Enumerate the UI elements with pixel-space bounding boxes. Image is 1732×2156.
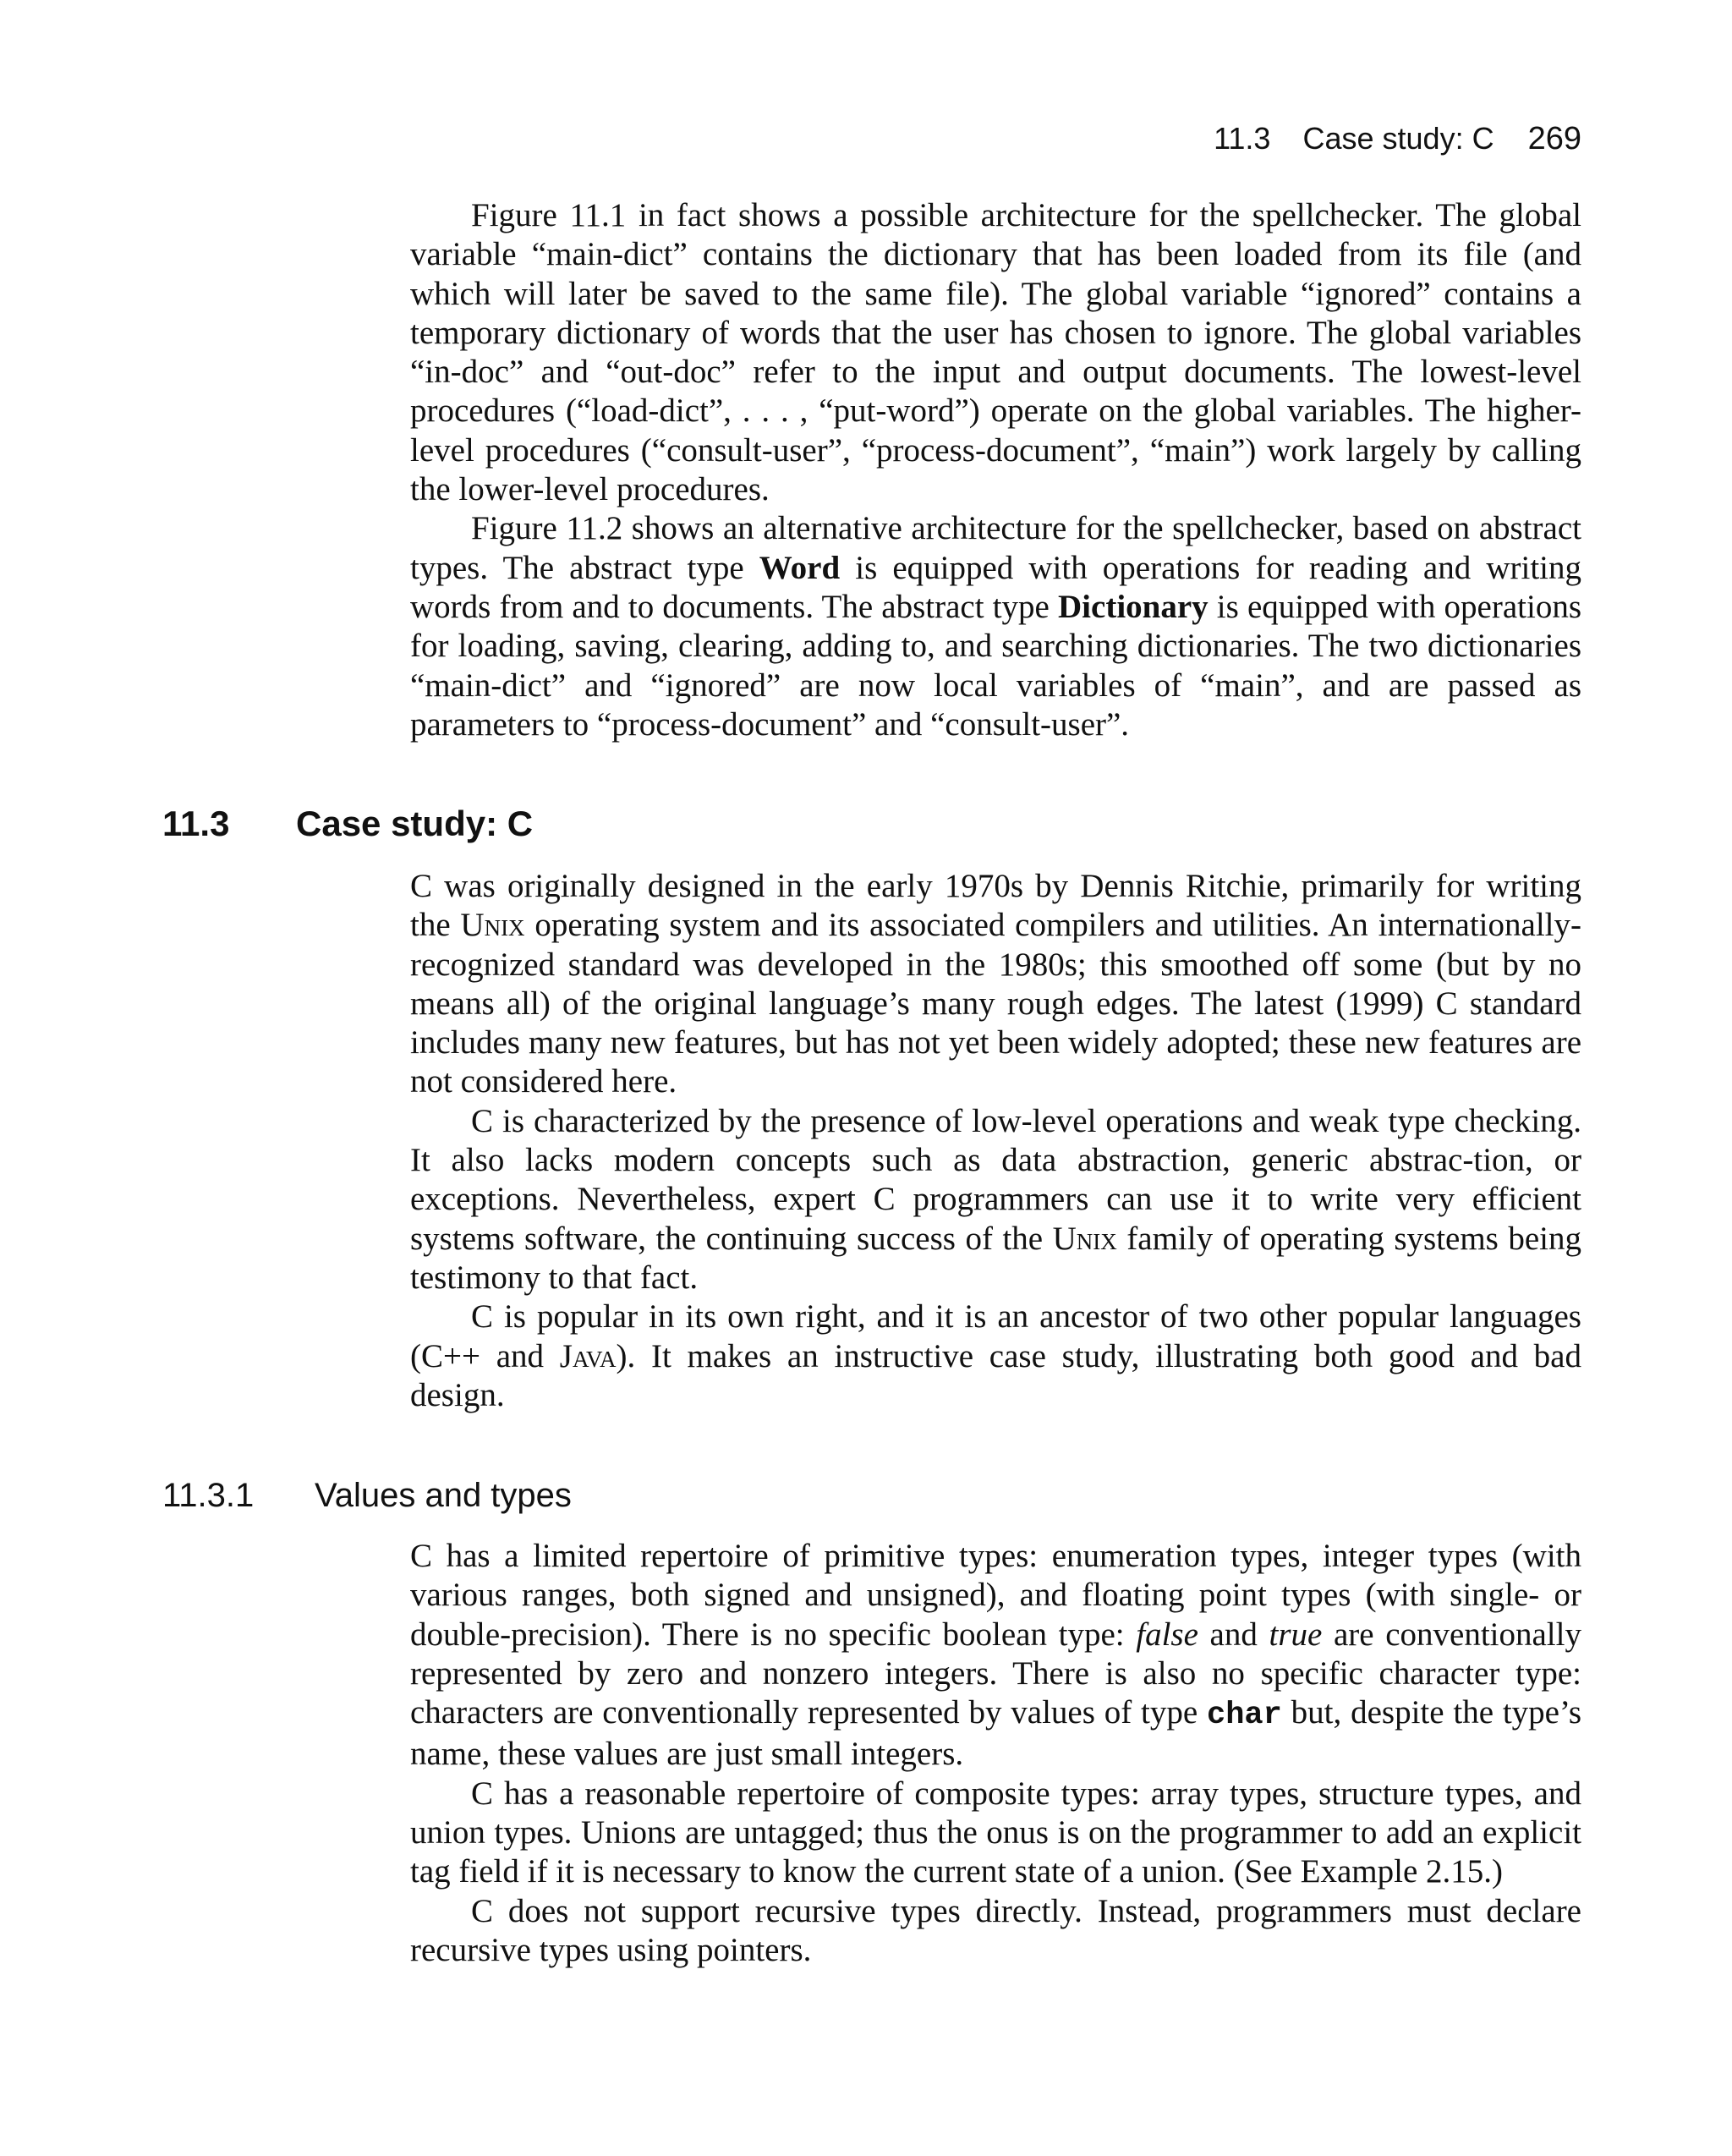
- section-paragraph-1-text-2: operating system and its associated compilers and utilities. An internationally-recognized standard was developed in the 1980s; this smoothed off some (but by no means all) of the original language’s many rough edges. The latest (1999) C standard includes many new features, but has not yet been widely adopted; these new features are not considered here.: [410, 907, 1581, 1100]
- intro-paragraph-1-text: Figure 11.1 in fact shows a possible architecture for the spellchecker. The global variable “main-dict” contains the dictionary that has been loaded from its file (and which will later be saved to the same file). The global variable “ignored” contains a temporary dictionary of words that the user has chosen to ignore. The global variables “in-doc” and “out-doc” refer to the input and output documents. The lowest-level procedures (“load-dict”, . . . , “put-word”) operate on the global variables. The higher-level procedures (“consult-user”, “process-document”, “main”) work largely by calling the lower-level procedures.: [410, 197, 1581, 508]
- subsection-paragraph-2-text: C has a reasonable repertoire of composite types: array types, structure types, and union types. Unions are untagged; thus the onus is on the programmer to add an explicit tag field if it is necessary to know the current state of a union. (See Example 2.15.): [410, 1775, 1581, 1890]
- intro-paragraph-2-text-3: is equipped with operations for loading, saving, clearing, adding to, and searching dictionaries. The two dictionaries “main-dict” and “ignored” are now local variables of “main”, and are passed as parameters to “process-document” and “consult-user”.: [410, 588, 1581, 743]
- intro-text-block: [410, 196, 1581, 744]
- subsection-paragraph-1-text-3: are conventionally represented by zero and nonzero integers. There is also no specific character type: characters are conventionally represented by values of type: [410, 1616, 1581, 1731]
- subsection-paragraph-3-text: C does not support recursive types directly. Instead, programmers must declare recursive types using pointers.: [410, 1892, 1581, 1968]
- section-paragraph-2-text-2: family of operating systems being testimony to that fact.: [410, 1220, 1581, 1296]
- section-paragraph-3: [410, 1297, 1581, 1415]
- bold-term-word: Word: [759, 549, 841, 586]
- section-paragraph-2-text-1: C is characterized by the presence of low-level operations and weak type checking. It also lacks modern concepts such as data abstraction, generic abstrac-tion, or exceptions. Nevertheless, expert C programmers can use it to write very efficient systems software, the continuing success of the: [410, 1102, 1581, 1257]
- code-char: char: [1207, 1698, 1282, 1734]
- running-head: [1214, 120, 1581, 157]
- running-head-title: Case study: C: [1302, 121, 1494, 156]
- section-paragraph-2: [410, 1102, 1581, 1297]
- subsection-paragraph-1: [410, 1537, 1581, 1775]
- intro-paragraph-1: [410, 196, 1581, 509]
- subsection-title: Values and types: [315, 1477, 572, 1514]
- intro-paragraph-2-text-1: Figure 11.2 shows an alternative architecture for the spellchecker, based on abstract types. The abstract type: [410, 510, 1581, 586]
- subsection-paragraph-2: [410, 1775, 1581, 1892]
- subsection-number: 11.3.1: [162, 1477, 255, 1514]
- section-paragraph-3-text-1: C is popular in its own right, and it is an ancestor of two other popular languages (C++ and: [410, 1298, 1581, 1374]
- small-caps-unix: Unix: [460, 907, 525, 944]
- section-text-block: [410, 867, 1581, 1415]
- subsection-text-block: [410, 1537, 1581, 1970]
- subsection-heading: [162, 1474, 572, 1517]
- small-caps-unix: Unix: [1052, 1220, 1117, 1257]
- subsection-paragraph-3: [410, 1892, 1581, 1971]
- italic-true: true: [1269, 1616, 1323, 1653]
- section-number: 11.3: [162, 804, 230, 843]
- section-title: Case study: C: [296, 804, 534, 843]
- subsection-paragraph-1-text-4: but, despite the type’s name, these values are just small integers.: [410, 1694, 1581, 1773]
- running-head-section-number: 11.3: [1214, 121, 1271, 156]
- section-paragraph-3-text-2: ). It makes an instructive case study, illustrating both good and bad design.: [410, 1337, 1581, 1413]
- intro-paragraph-2: [410, 509, 1581, 744]
- section-paragraph-1: [410, 867, 1581, 1102]
- italic-false: false: [1136, 1616, 1198, 1653]
- subsection-paragraph-1-text-2: and: [1198, 1616, 1269, 1653]
- bold-term-dictionary: Dictionary: [1058, 588, 1209, 625]
- intro-paragraph-2-text-2: is equipped with operations for reading and writing words from and to documents. The abstract type: [410, 549, 1581, 625]
- section-paragraph-1-text-1: C was originally designed in the early 1970s by Dennis Ritchie, primarily for writing the: [410, 868, 1581, 944]
- small-caps-java: Java: [559, 1337, 617, 1374]
- page-number: 269: [1527, 121, 1581, 156]
- section-heading: [162, 802, 533, 846]
- subsection-paragraph-1-text-1: C has a limited repertoire of primitive types: enumeration types, integer types (with various ranges, both signed and unsigned), and floating point types (with single- or double-precision). There is no specific boolean type:: [410, 1538, 1581, 1653]
